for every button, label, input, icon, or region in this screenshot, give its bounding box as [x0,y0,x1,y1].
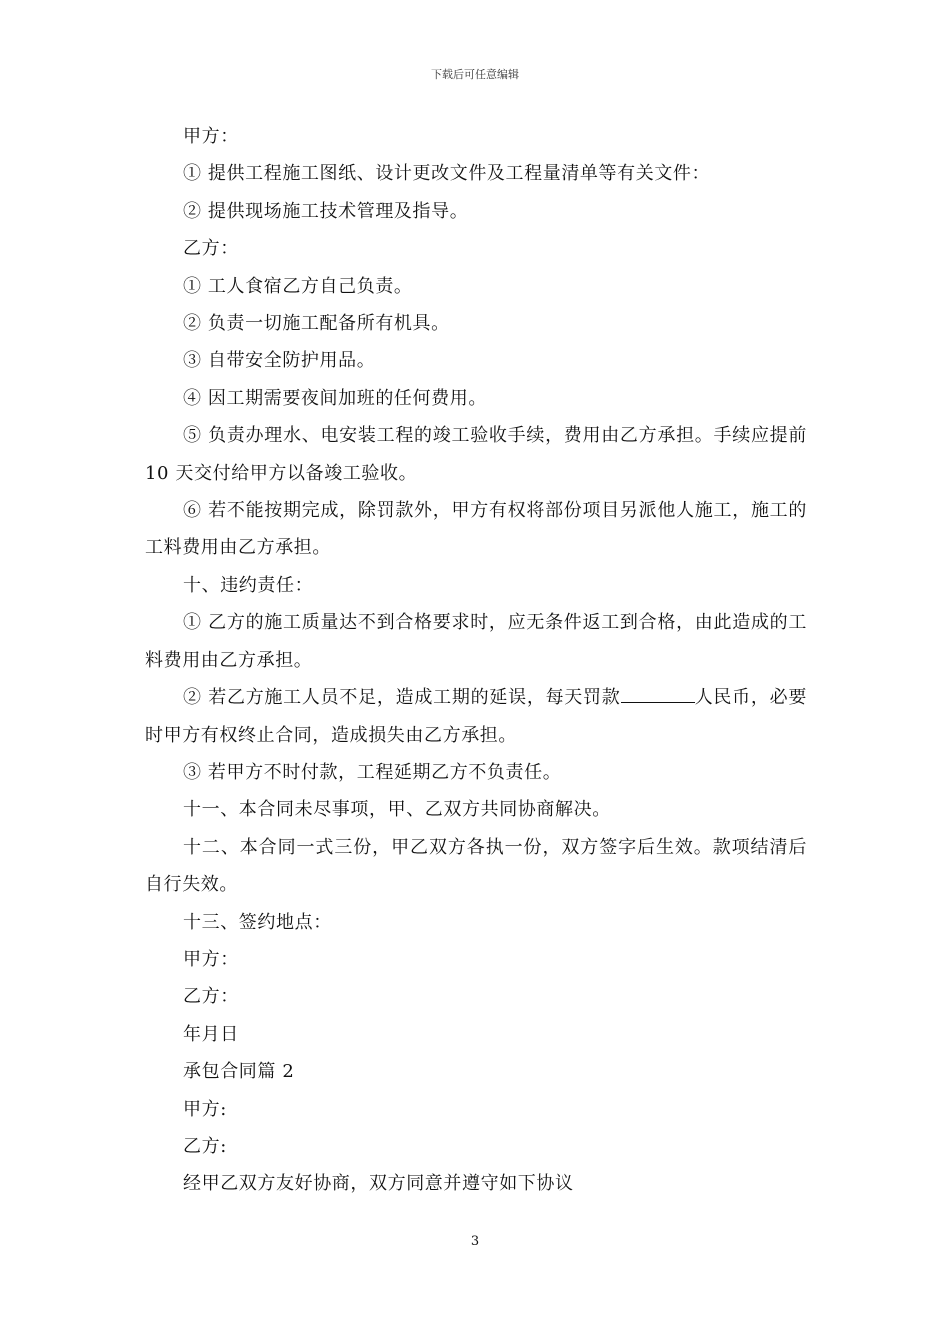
party-b-item-5: ⑤ 负责办理水、电安装工程的竣工验收手续，费用由乙方承担。手续应提前 10 天交付给甲方以备竣工验收。 [145,425,807,484]
contract-2-party-a: 甲方: [183,1098,227,1120]
signature-date: 年月日 [183,1023,239,1045]
breach-item-3: ③ 若甲方不时付款，工程延期乙方不负责任。 [183,761,562,783]
signature-party-b: 乙方： [183,986,239,1008]
party-b-heading: 乙方： [183,238,239,260]
party-b-item-4: ④ 因工期需要夜间加班的任何费用。 [183,387,487,409]
clause-13: 十三、签约地点： [183,911,332,933]
party-b-item-1: ① 工人食宿乙方自己负责。 [183,275,413,297]
breach-item-2-before: ② 若乙方施工人员不足，造成工期的延误，每天罚款 [183,687,621,709]
clause-12: 十二、本合同一式三份，甲乙双方各执一份，双方签字后生效。款项结清后自行失效。 [145,836,807,896]
party-a-heading: 甲方： [183,126,239,147]
breach-item-2 [145,679,807,754]
contract-2-intro: 经甲乙双方友好协商，双方同意并遵守如下协议 [183,1173,574,1195]
contract-2-title: 承包合同篇 2 [183,1061,295,1083]
penalty-amount-blank [621,684,695,703]
party-b-item-3: ③ 自带安全防护用品。 [183,350,376,372]
party-b-item-6: ⑥ 若不能按期完成，除罚款外，甲方有权将部份项目另派他人施工，施工的工料费用由乙方承担。 [145,500,807,559]
clause-11: 十一、本合同未尽事项，甲、乙双方共同协商解决。 [183,799,611,821]
contract-2-party-b: 乙方: [183,1135,227,1157]
signature-party-a: 甲方： [183,948,239,970]
party-a-item-2: ② 提供现场施工技术管理及指导。 [183,200,469,222]
breach-item-2-after: 人民币，必要时甲方有权终止合同，造成损失由乙方承担。 [145,687,807,746]
page-number: 3 [470,1234,480,1249]
party-b-item-2: ② 负责一切施工配备所有机具。 [183,313,450,335]
document-body [145,118,807,1203]
party-a-item-1: ① 提供工程施工图纸、设计更改文件及工程量清单等有关文件： [183,163,711,185]
page-header: 下载后可任意编辑 [431,68,519,81]
breach-heading: 十、违约责任： [183,574,314,596]
breach-item-1: ① 乙方的施工质量达不到合格要求时，应无条件返工到合格，由此造成的工料费用由乙方承担。 [145,612,807,671]
